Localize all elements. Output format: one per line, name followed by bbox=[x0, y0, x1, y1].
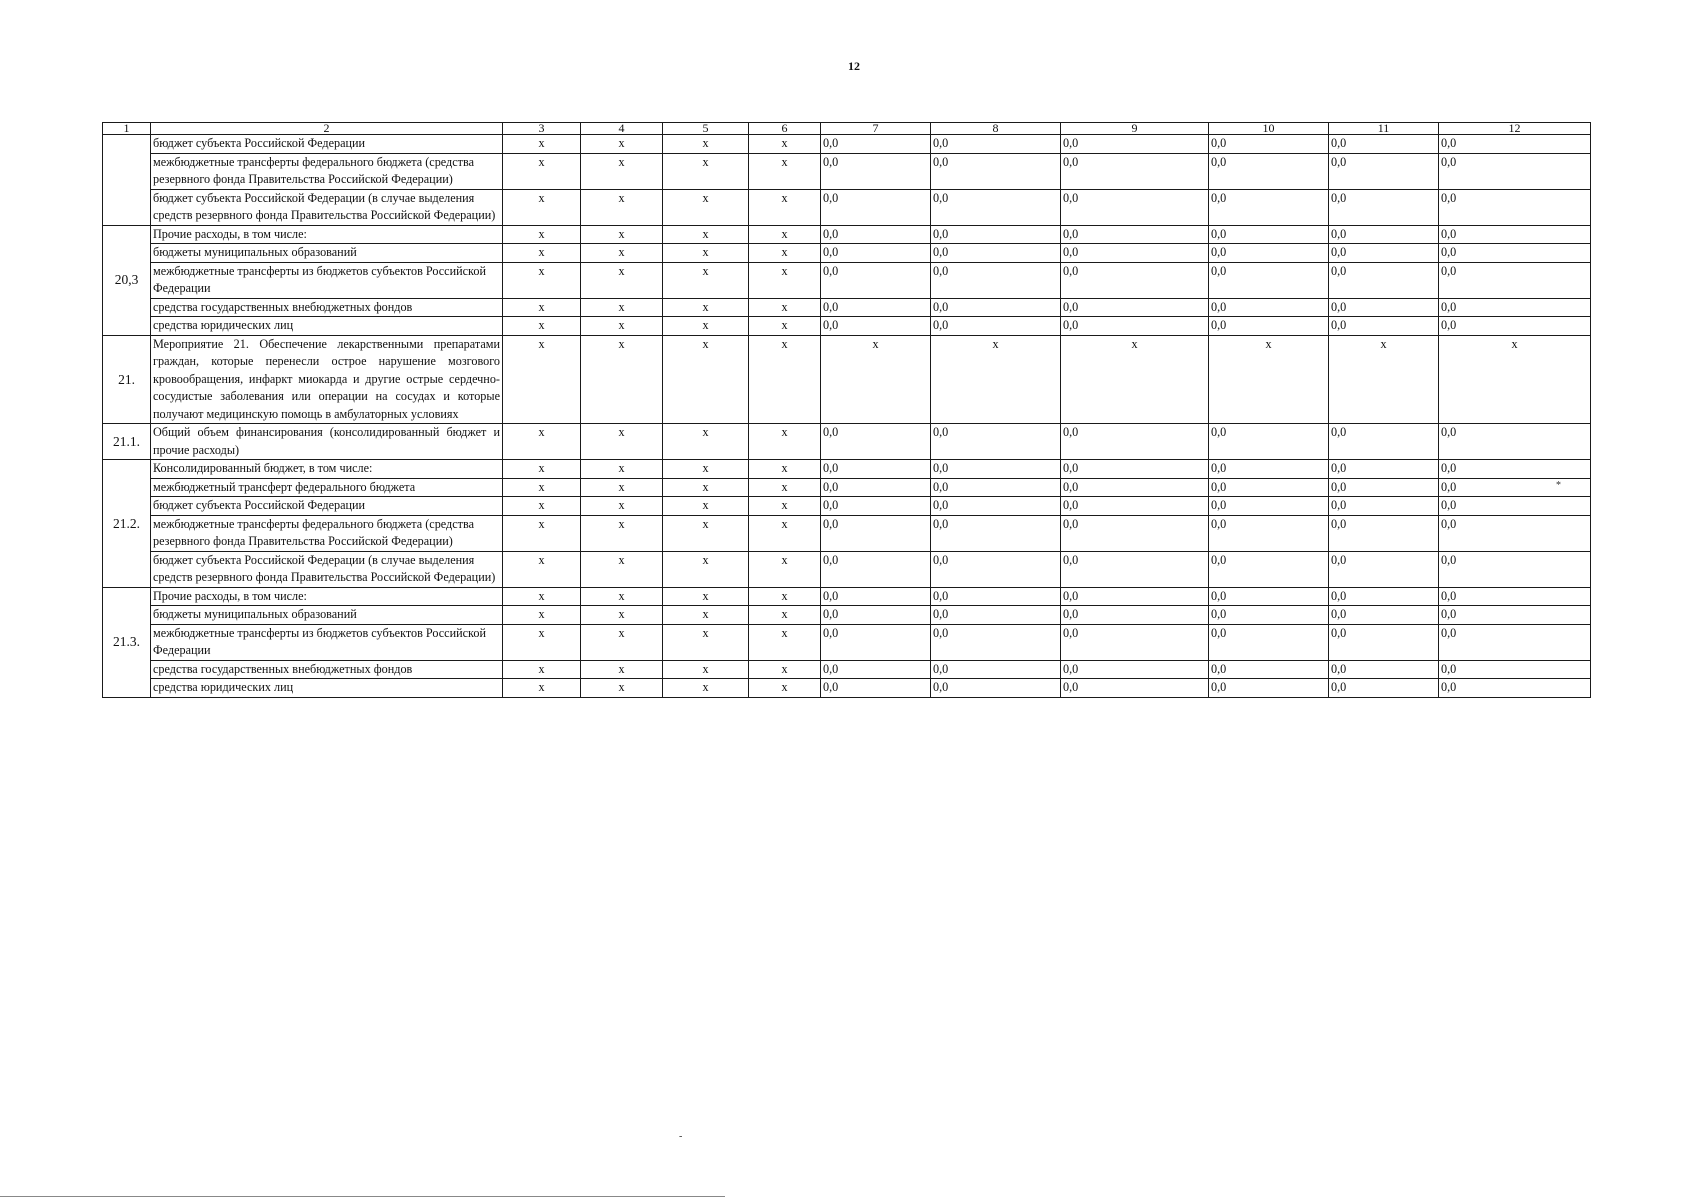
cell-value: x bbox=[749, 317, 821, 336]
cell-value: x bbox=[503, 262, 581, 298]
table-row bbox=[103, 478, 1591, 497]
cell-value: 0,0 bbox=[1439, 624, 1591, 660]
cell-value: x bbox=[503, 515, 581, 551]
cell-value: x bbox=[663, 135, 749, 154]
table-row bbox=[103, 189, 1591, 225]
column-header: 2 bbox=[151, 123, 503, 135]
cell-value: 0,0 bbox=[1329, 679, 1439, 698]
cell-value: x bbox=[749, 225, 821, 244]
cell-value: 0,0 bbox=[931, 515, 1061, 551]
cell-value: 0,0 bbox=[1061, 244, 1209, 263]
cell-value: 0,0 bbox=[821, 317, 931, 336]
cell-value: 0,0 bbox=[931, 660, 1061, 679]
cell-value: 0,0 bbox=[1439, 587, 1591, 606]
cell-value: x bbox=[749, 587, 821, 606]
column-header: 3 bbox=[503, 123, 581, 135]
column-header: 12 bbox=[1439, 123, 1591, 135]
cell-value: x bbox=[581, 478, 663, 497]
cell-value: 0,0 bbox=[821, 587, 931, 606]
row-group-number: 21.1. bbox=[103, 424, 151, 460]
cell-value: 0,0 bbox=[931, 135, 1061, 154]
cell-value: 0,0 bbox=[1061, 153, 1209, 189]
cell-value: 0,0 bbox=[931, 424, 1061, 460]
cell-value: 0,0 bbox=[931, 317, 1061, 336]
cell-value: 0,0 bbox=[1209, 624, 1329, 660]
cell-value: x bbox=[503, 587, 581, 606]
cell-value: 0,0 bbox=[1329, 660, 1439, 679]
cell-value: 0,0 bbox=[1439, 478, 1591, 497]
cell-value: 0,0 bbox=[1439, 298, 1591, 317]
row-label: бюджет субъекта Российской Федерации (в случае выделения средств резервного фонда Правительства Российской Федерации) bbox=[151, 189, 503, 225]
row-label: Общий объем финансирования (консолидированный бюджет и прочие расходы) bbox=[151, 424, 503, 460]
table-row bbox=[103, 497, 1591, 516]
cell-value: x bbox=[581, 515, 663, 551]
cell-value: x bbox=[581, 551, 663, 587]
cell-value: 0,0 bbox=[1329, 244, 1439, 263]
row-label: межбюджетный трансферт федерального бюджета bbox=[151, 478, 503, 497]
cell-value: 0,0 bbox=[931, 189, 1061, 225]
cell-value: x bbox=[749, 606, 821, 625]
cell-value: x bbox=[749, 135, 821, 154]
row-group-number: 20,3 bbox=[103, 225, 151, 335]
cell-value: 0,0 bbox=[1439, 317, 1591, 336]
cell-value: x bbox=[749, 515, 821, 551]
cell-value: 0,0 bbox=[1329, 606, 1439, 625]
row-label: Консолидированный бюджет, в том числе: bbox=[151, 460, 503, 479]
cell-value: 0,0 bbox=[1209, 424, 1329, 460]
cell-value: 0,0 bbox=[1209, 244, 1329, 263]
cell-value: 0,0 bbox=[1209, 135, 1329, 154]
row-label: средства юридических лиц bbox=[151, 317, 503, 336]
row-label: бюджет субъекта Российской Федерации bbox=[151, 135, 503, 154]
cell-value: 0,0 bbox=[1329, 298, 1439, 317]
column-header: 6 bbox=[749, 123, 821, 135]
row-group-number bbox=[103, 135, 151, 226]
cell-value: 0,0 bbox=[1061, 298, 1209, 317]
table-row bbox=[103, 317, 1591, 336]
cell-value: 0,0 bbox=[821, 262, 931, 298]
cell-value: x bbox=[503, 606, 581, 625]
cell-value: 0,0 bbox=[931, 244, 1061, 263]
cell-value: x bbox=[581, 335, 663, 424]
cell-value: 0,0 bbox=[1061, 606, 1209, 625]
table-row bbox=[103, 660, 1591, 679]
cell-value: 0,0 bbox=[1439, 135, 1591, 154]
cell-value: x bbox=[749, 153, 821, 189]
cell-value: 0,0 bbox=[1209, 262, 1329, 298]
row-label: средства государственных внебюджетных фондов bbox=[151, 298, 503, 317]
cell-value: x bbox=[663, 153, 749, 189]
cell-value: x bbox=[581, 262, 663, 298]
table-row bbox=[103, 262, 1591, 298]
cell-value: 0,0 bbox=[821, 606, 931, 625]
cell-value: 0,0 bbox=[821, 551, 931, 587]
row-group-number: 21. bbox=[103, 335, 151, 424]
cell-value: 0,0 bbox=[1209, 551, 1329, 587]
cell-value: 0,0 bbox=[821, 424, 931, 460]
cell-value: x bbox=[503, 153, 581, 189]
cell-value: 0,0 bbox=[1061, 660, 1209, 679]
cell-value: 0,0 bbox=[1209, 298, 1329, 317]
column-header: 5 bbox=[663, 123, 749, 135]
column-header: 9 bbox=[1061, 123, 1209, 135]
cell-value: x bbox=[749, 679, 821, 698]
table-row bbox=[103, 679, 1591, 698]
cell-value: x bbox=[503, 460, 581, 479]
cell-value: 0,0 bbox=[1329, 515, 1439, 551]
table-row bbox=[103, 153, 1591, 189]
cell-value: x bbox=[581, 606, 663, 625]
cell-value: 0,0 bbox=[1439, 262, 1591, 298]
cell-value: 0,0 bbox=[1061, 317, 1209, 336]
table-row bbox=[103, 298, 1591, 317]
cell-value: 0,0 bbox=[821, 660, 931, 679]
cell-value: x bbox=[581, 135, 663, 154]
cell-value: 0,0 bbox=[1439, 660, 1591, 679]
cell-value: 0,0 bbox=[1329, 225, 1439, 244]
cell-value: x bbox=[749, 424, 821, 460]
cell-value: x bbox=[503, 679, 581, 698]
cell-value: 0,0 bbox=[1209, 189, 1329, 225]
row-label: средства юридических лиц bbox=[151, 679, 503, 698]
cell-value: x bbox=[663, 262, 749, 298]
cell-value: x bbox=[581, 460, 663, 479]
cell-value: x bbox=[581, 660, 663, 679]
cell-value: x bbox=[663, 189, 749, 225]
cell-value: x bbox=[663, 606, 749, 625]
scan-mark: * bbox=[1556, 480, 1561, 491]
row-label: средства государственных внебюджетных фондов bbox=[151, 660, 503, 679]
cell-value: x bbox=[503, 497, 581, 516]
row-label: бюджеты муниципальных образований bbox=[151, 244, 503, 263]
cell-value: 0,0 bbox=[931, 478, 1061, 497]
row-label: Прочие расходы, в том числе: bbox=[151, 587, 503, 606]
cell-value: 0,0 bbox=[1439, 497, 1591, 516]
table-row bbox=[103, 244, 1591, 263]
table-row bbox=[103, 225, 1591, 244]
cell-value: 0,0 bbox=[1439, 153, 1591, 189]
row-group-number: 21.2. bbox=[103, 460, 151, 588]
row-label: межбюджетные трансферты федерального бюджета (средства резервного фонда Правительства Российской Федерации) bbox=[151, 515, 503, 551]
cell-value: 0,0 bbox=[1209, 497, 1329, 516]
table-row bbox=[103, 587, 1591, 606]
cell-value: 0,0 bbox=[821, 624, 931, 660]
cell-value: 0,0 bbox=[1439, 551, 1591, 587]
cell-value: 0,0 bbox=[931, 679, 1061, 698]
cell-value: x bbox=[503, 335, 581, 424]
cell-value: 0,0 bbox=[1329, 153, 1439, 189]
cell-value: 0,0 bbox=[1329, 551, 1439, 587]
column-header: 10 bbox=[1209, 123, 1329, 135]
cell-value: 0,0 bbox=[821, 515, 931, 551]
cell-value: 0,0 bbox=[931, 460, 1061, 479]
cell-value: x bbox=[503, 424, 581, 460]
cell-value: 0,0 bbox=[1061, 135, 1209, 154]
cell-value: 0,0 bbox=[1209, 225, 1329, 244]
cell-value: 0,0 bbox=[931, 262, 1061, 298]
cell-value: x bbox=[581, 189, 663, 225]
table-row bbox=[103, 424, 1591, 460]
table-body bbox=[103, 123, 1591, 698]
cell-value: x bbox=[581, 624, 663, 660]
cell-value: x bbox=[663, 335, 749, 424]
cell-value: 0,0 bbox=[1329, 460, 1439, 479]
cell-value: 0,0 bbox=[821, 679, 931, 698]
cell-value: 0,0 bbox=[931, 225, 1061, 244]
cell-value: 0,0 bbox=[1329, 262, 1439, 298]
cell-value: 0,0 bbox=[1439, 515, 1591, 551]
cell-value: 0,0 bbox=[1439, 244, 1591, 263]
cell-value: 0,0 bbox=[1061, 478, 1209, 497]
cell-value: 0,0 bbox=[821, 225, 931, 244]
cell-value: x bbox=[749, 262, 821, 298]
cell-value: x bbox=[1061, 335, 1209, 424]
cell-value: x bbox=[503, 135, 581, 154]
cell-value: x bbox=[663, 478, 749, 497]
budget-table bbox=[102, 122, 1591, 698]
column-header: 7 bbox=[821, 123, 931, 135]
cell-value: x bbox=[503, 317, 581, 336]
table-row bbox=[103, 606, 1591, 625]
cell-value: 0,0 bbox=[821, 460, 931, 479]
row-label: бюджеты муниципальных образований bbox=[151, 606, 503, 625]
cell-value: x bbox=[749, 478, 821, 497]
cell-value: 0,0 bbox=[1061, 225, 1209, 244]
cell-value: 0,0 bbox=[1209, 153, 1329, 189]
table-row bbox=[103, 624, 1591, 660]
cell-value: x bbox=[663, 317, 749, 336]
cell-value: x bbox=[749, 189, 821, 225]
column-header: 1 bbox=[103, 123, 151, 135]
row-label: Мероприятие 21. Обеспечение лекарственными препаратами граждан, которые перенесли острое нарушение мозгового кровообращения, инфаркт миокарда и другие острые сердечно-сосудистые заболевания или операции на сосудах и которые получают медицинскую помощь в амбулаторных условиях bbox=[151, 335, 503, 424]
cell-value: x bbox=[503, 660, 581, 679]
cell-value: 0,0 bbox=[1439, 679, 1591, 698]
cell-value: x bbox=[581, 424, 663, 460]
cell-value: 0,0 bbox=[1329, 587, 1439, 606]
cell-value: 0,0 bbox=[1439, 225, 1591, 244]
cell-value: x bbox=[663, 298, 749, 317]
cell-value: x bbox=[581, 244, 663, 263]
cell-value: 0,0 bbox=[821, 497, 931, 516]
cell-value: x bbox=[821, 335, 931, 424]
cell-value: 0,0 bbox=[1329, 497, 1439, 516]
column-header: 4 bbox=[581, 123, 663, 135]
cell-value: 0,0 bbox=[931, 624, 1061, 660]
scan-edge-line bbox=[0, 1196, 725, 1197]
cell-value: 0,0 bbox=[1209, 660, 1329, 679]
table-row bbox=[103, 135, 1591, 154]
cell-value: x bbox=[749, 660, 821, 679]
row-group-number: 21.3. bbox=[103, 587, 151, 697]
cell-value: 0,0 bbox=[1439, 189, 1591, 225]
cell-value: x bbox=[663, 551, 749, 587]
cell-value: x bbox=[663, 225, 749, 244]
page-number: 12 bbox=[848, 59, 860, 73]
cell-value: x bbox=[749, 551, 821, 587]
cell-value: 0,0 bbox=[931, 587, 1061, 606]
cell-value: x bbox=[581, 497, 663, 516]
cell-value: x bbox=[749, 244, 821, 263]
cell-value: 0,0 bbox=[1439, 460, 1591, 479]
cell-value: x bbox=[503, 624, 581, 660]
cell-value: 0,0 bbox=[1061, 679, 1209, 698]
cell-value: x bbox=[581, 153, 663, 189]
cell-value: 0,0 bbox=[821, 478, 931, 497]
cell-value: 0,0 bbox=[821, 135, 931, 154]
cell-value: x bbox=[749, 298, 821, 317]
cell-value: x bbox=[931, 335, 1061, 424]
cell-value: 0,0 bbox=[1061, 497, 1209, 516]
cell-value: x bbox=[663, 587, 749, 606]
cell-value: x bbox=[663, 424, 749, 460]
cell-value: 0,0 bbox=[1061, 587, 1209, 606]
cell-value: 0,0 bbox=[1329, 424, 1439, 460]
column-header: 8 bbox=[931, 123, 1061, 135]
cell-value: x bbox=[581, 298, 663, 317]
cell-value: x bbox=[663, 497, 749, 516]
cell-value: 0,0 bbox=[1329, 478, 1439, 497]
cell-value: 0,0 bbox=[1209, 679, 1329, 698]
cell-value: 0,0 bbox=[1061, 551, 1209, 587]
cell-value: x bbox=[663, 244, 749, 263]
cell-value: x bbox=[503, 244, 581, 263]
cell-value: 0,0 bbox=[1439, 424, 1591, 460]
cell-value: 0,0 bbox=[1329, 624, 1439, 660]
cell-value: x bbox=[581, 679, 663, 698]
row-label: межбюджетные трансферты из бюджетов субъектов Российской Федерации bbox=[151, 262, 503, 298]
cell-value: 0,0 bbox=[1209, 515, 1329, 551]
row-label: Прочие расходы, в том числе: bbox=[151, 225, 503, 244]
row-label: бюджет субъекта Российской Федерации bbox=[151, 497, 503, 516]
cell-value: x bbox=[663, 660, 749, 679]
header-row bbox=[103, 123, 1591, 135]
cell-value: 0,0 bbox=[1209, 478, 1329, 497]
cell-value: 0,0 bbox=[1439, 606, 1591, 625]
cell-value: 0,0 bbox=[1329, 189, 1439, 225]
cell-value: 0,0 bbox=[931, 606, 1061, 625]
cell-value: x bbox=[663, 624, 749, 660]
cell-value: x bbox=[663, 679, 749, 698]
row-label: межбюджетные трансферты федерального бюджета (средства резервного фонда Правительства Российской Федерации) bbox=[151, 153, 503, 189]
cell-value: 0,0 bbox=[1329, 135, 1439, 154]
cell-value: x bbox=[1439, 335, 1591, 424]
cell-value: 0,0 bbox=[1061, 424, 1209, 460]
table-row bbox=[103, 335, 1591, 424]
cell-value: 0,0 bbox=[931, 153, 1061, 189]
cell-value: x bbox=[749, 460, 821, 479]
cell-value: x bbox=[663, 515, 749, 551]
column-header: 11 bbox=[1329, 123, 1439, 135]
row-label: межбюджетные трансферты из бюджетов субъектов Российской Федерации bbox=[151, 624, 503, 660]
cell-value: x bbox=[503, 225, 581, 244]
cell-value: x bbox=[503, 298, 581, 317]
cell-value: 0,0 bbox=[1209, 606, 1329, 625]
cell-value: 0,0 bbox=[821, 244, 931, 263]
cell-value: x bbox=[1209, 335, 1329, 424]
cell-value: 0,0 bbox=[1061, 624, 1209, 660]
cell-value: x bbox=[503, 189, 581, 225]
cell-value: x bbox=[1329, 335, 1439, 424]
row-label: бюджет субъекта Российской Федерации (в случае выделения средств резервного фонда Правительства Российской Федерации) bbox=[151, 551, 503, 587]
cell-value: 0,0 bbox=[821, 298, 931, 317]
cell-value: 0,0 bbox=[931, 497, 1061, 516]
cell-value: 0,0 bbox=[931, 298, 1061, 317]
cell-value: x bbox=[749, 335, 821, 424]
table-row bbox=[103, 460, 1591, 479]
cell-value: 0,0 bbox=[1061, 460, 1209, 479]
cell-value: 0,0 bbox=[1061, 189, 1209, 225]
cell-value: x bbox=[503, 551, 581, 587]
scan-mark: - bbox=[679, 1131, 683, 1142]
cell-value: 0,0 bbox=[1209, 460, 1329, 479]
cell-value: 0,0 bbox=[931, 551, 1061, 587]
cell-value: 0,0 bbox=[1061, 515, 1209, 551]
cell-value: x bbox=[581, 225, 663, 244]
table-row bbox=[103, 515, 1591, 551]
cell-value: x bbox=[503, 478, 581, 497]
cell-value: x bbox=[581, 317, 663, 336]
cell-value: 0,0 bbox=[1209, 317, 1329, 336]
table-row bbox=[103, 551, 1591, 587]
cell-value: 0,0 bbox=[1329, 317, 1439, 336]
cell-value: 0,0 bbox=[821, 189, 931, 225]
cell-value: 0,0 bbox=[1061, 262, 1209, 298]
cell-value: x bbox=[581, 587, 663, 606]
cell-value: 0,0 bbox=[821, 153, 931, 189]
cell-value: 0,0 bbox=[1209, 587, 1329, 606]
cell-value: x bbox=[749, 497, 821, 516]
cell-value: x bbox=[663, 460, 749, 479]
cell-value: x bbox=[749, 624, 821, 660]
